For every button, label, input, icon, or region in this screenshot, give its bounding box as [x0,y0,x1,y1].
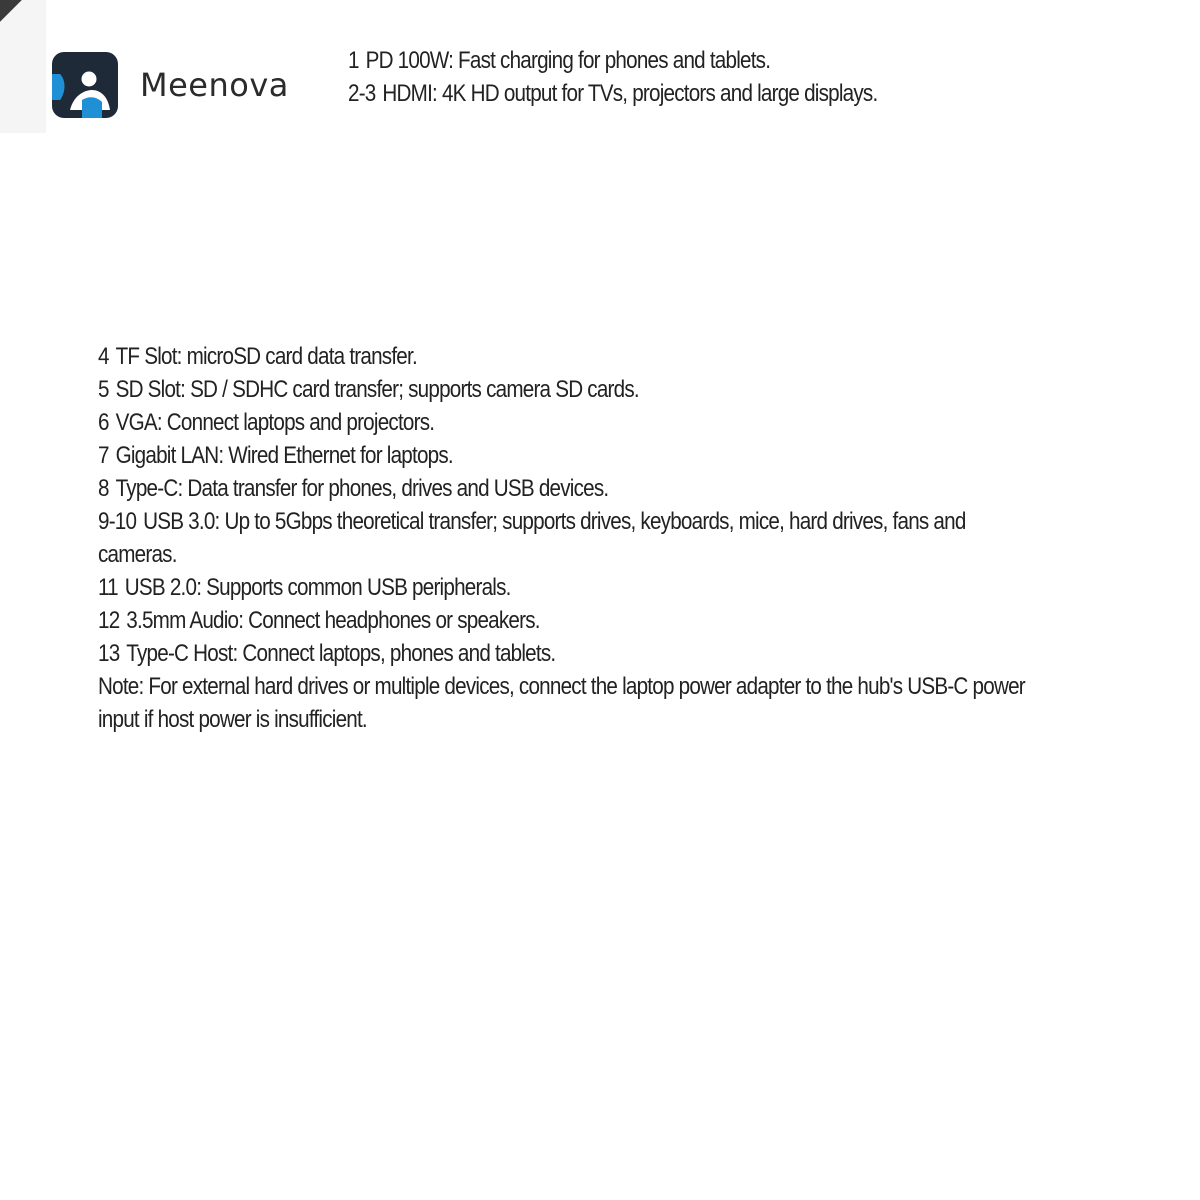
spec-item-9-10 [98,505,1027,571]
spec-item-1 [348,44,1002,77]
spec-item-11 [98,571,906,604]
spec-item-4 [98,340,906,373]
spec-text: HDMI: 4K HD output for TVs, projectors and large displays. [382,80,878,107]
spec-number: 1 [348,47,359,74]
spec-text: TF Slot: microSD card data transfer. [115,343,417,370]
spec-number: 7 [98,442,109,469]
spec-item-7 [98,439,906,472]
spec-item-12 [98,604,906,637]
logo-panel [0,0,46,133]
spec-number: 5 [98,376,109,403]
spec-list [98,340,1038,736]
brand-name: Meenova [140,66,289,104]
spec-item-2-3 [348,77,1002,110]
spec-item-13 [98,637,906,670]
spec-number: 4 [98,343,109,370]
spec-number: 8 [98,475,109,502]
spec-text: Type-C Host: Connect laptops, phones and tablets. [126,640,556,667]
spec-text: SD Slot: SD / SDHC card transfer; supports camera SD cards. [115,376,639,403]
spec-number: 13 [98,640,120,667]
meenova-logo-icon [52,52,118,118]
spec-text: Gigabit LAN: Wired Ethernet for laptops. [115,442,453,469]
brand-logo [52,52,289,118]
spec-number: 12 [98,607,120,634]
spec-text: USB 2.0: Supports common USB peripherals. [124,574,511,601]
spec-text: USB 3.0: Up to 5Gbps theoretical transfer; supports drives, keyboards, mice, hard drives, fans and cameras. [98,508,966,568]
spec-text: Type-C: Data transfer for phones, drives and USB devices. [115,475,609,502]
spec-item-6 [98,406,906,439]
note-text: Note: For external hard drives or multiple devices, connect the laptop power adapter to the hub's USB-C power input if host power is insufficient. [98,673,1025,733]
spec-item-5 [98,373,906,406]
corner-decoration [0,0,24,24]
spec-number: 9-10 [98,508,137,535]
spec-text: 3.5mm Audio: Connect headphones or speakers. [126,607,540,634]
spec-item-8 [98,472,906,505]
spec-text: PD 100W: Fast charging for phones and tablets. [365,47,771,74]
top-spec-list [348,44,1108,110]
spec-number: 11 [98,574,118,601]
spec-number: 2-3 [348,80,376,107]
spec-text: VGA: Connect laptops and projectors. [115,409,435,436]
spec-number: 6 [98,409,109,436]
